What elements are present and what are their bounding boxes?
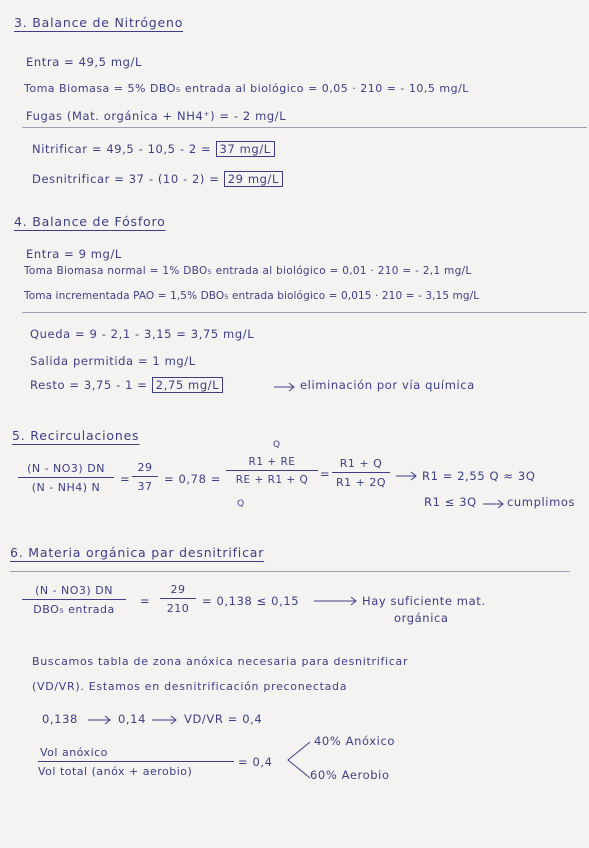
s6-vol-eq: = 0,4 [238,755,273,769]
s5-r1-check: R1 ≤ 3Q [424,495,477,509]
s5-frac-final-den: R1 + 2Q [335,476,386,489]
s6-eq2: = 0,138 ≤ 0,15 [202,594,300,608]
s5-cumplimos: cumplimos [507,495,576,509]
s6-frac-n-den: DBO₅ entrada [33,603,115,616]
s3-desnitrificar [32,172,283,186]
s6-chain-c: VD/VR = 0,4 [184,712,263,726]
s4-resto-label: Resto = 3,75 - 1 = [30,378,148,392]
s4-resto [30,378,223,392]
s4-queda: Queda = 9 - 2,1 - 3,15 = 3,75 mg/L [30,327,255,341]
s6-buscamos-line2: (VD/VR). Estamos en desnitrificación preconectada [32,680,348,693]
s3-nitrificar [32,142,275,156]
section-5-title: 5. Recirculaciones [12,428,140,443]
s5-fraction-n [18,462,114,494]
s4-salida: Salida permitida = 1 mg/L [30,354,196,368]
s3-biomasa: Toma Biomasa = 5% DBO₅ entrada al biológico = 0,05 · 210 = - 10,5 mg/L [24,82,469,95]
s6-chain-a: 0,138 [42,712,78,726]
section-4-title: 4. Balance de Fósforo [14,214,166,229]
s6-frac-29: 29 [160,583,196,599]
s6-chain-b: 0,14 [118,712,147,726]
s5-eq1: = [120,472,131,486]
s5-fraction-29-37 [132,461,158,493]
s6-arrow-icon [314,596,358,606]
s5-fraction-r [226,456,318,486]
s5-frac-29: 29 [132,461,158,477]
s6-pct-anoxico: 40% Anóxico [314,734,396,748]
s5-eq2: = 0,78 = [164,472,221,486]
s4-arrow-icon [274,382,296,392]
s5-check-arrow-icon [483,499,505,509]
s6-eq1: = [140,594,151,608]
s5-frac-n-den: (N - NH4) N [31,481,101,494]
s4-resto-note: eliminación por vía química [300,378,475,392]
s3-desnitrificar-label: Desnitrificar = 37 - (10 - 2) = [32,172,220,186]
s6-frac-n-num: (N - NO3) DN [22,584,126,600]
s5-frac-final-num: R1 + Q [332,457,390,473]
s6-chain-arrow1-icon [88,715,112,725]
s5-frac-n-num: (N - NO3) DN [18,462,114,478]
s6-hay-line1: Hay suficiente mat. [362,594,486,608]
s6-hay-line2: orgánica [394,611,449,625]
s3-nitrificar-label: Nitrificar = 49,5 - 10,5 - 2 = [32,142,212,156]
s3-fugas: Fugas (Mat. orgánica + NH4⁺) = - 2 mg/L [26,109,287,123]
section-6-title: 6. Materia orgánica par desnitrificar [10,545,265,560]
s4-entra: Entra = 9 mg/L [26,247,122,261]
s5-fraction-final [332,457,390,489]
s6-fraction-29-210 [160,583,196,615]
s3-entra: Entra = 49,5 mg/L [26,55,143,69]
s4-toma-incrementada: Toma incrementada PAO = 1,5% DBO₅ entrada biológico = 0,015 · 210 = - 3,15 mg/L [24,290,480,302]
s5-r1: R1 = 2,55 Q ≈ 3Q [422,469,536,483]
section-3-title: 3. Balance de Nitrógeno [14,15,184,30]
s5-eq3: = [320,467,331,481]
s6-vol-den: Vol total (anóx + aerobio) [38,765,193,778]
s3-nitrificar-result: 37 mg/L [216,141,275,157]
s5-frac-r-den: RE + R1 + Q [235,474,309,486]
s6-fraction-n [22,584,126,616]
s6-frac-210: 210 [166,602,190,615]
s6-vol-num: Vol anóxico [38,746,234,762]
s3-divider [22,127,587,128]
s5-frac-37: 37 [137,480,153,493]
s6-split-bracket-icon [286,740,312,780]
s3-desnitrificar-result: 29 mg/L [224,171,283,187]
s5-arrow-icon [396,471,418,481]
s5-frac-r-num: R1 + RE [226,456,318,471]
s4-resto-result: 2,75 mg/L [152,377,223,393]
s6-chain-arrow2-icon [152,715,178,725]
s4-toma-normal: Toma Biomasa normal = 1% DBO₅ entrada al biológico = 0,01 · 210 = - 2,1 mg/L [24,265,472,277]
s5-bottom-q: Q [237,499,245,509]
s6-pct-aerobio: 60% Aerobio [310,768,390,782]
s6-divider [10,571,570,572]
s6-fraction-vol [38,746,234,778]
s5-top-q: Q [273,440,281,450]
s4-divider [22,312,587,313]
s6-buscamos-line1: Buscamos tabla de zona anóxica necesaria para desnitrificar [32,655,409,668]
